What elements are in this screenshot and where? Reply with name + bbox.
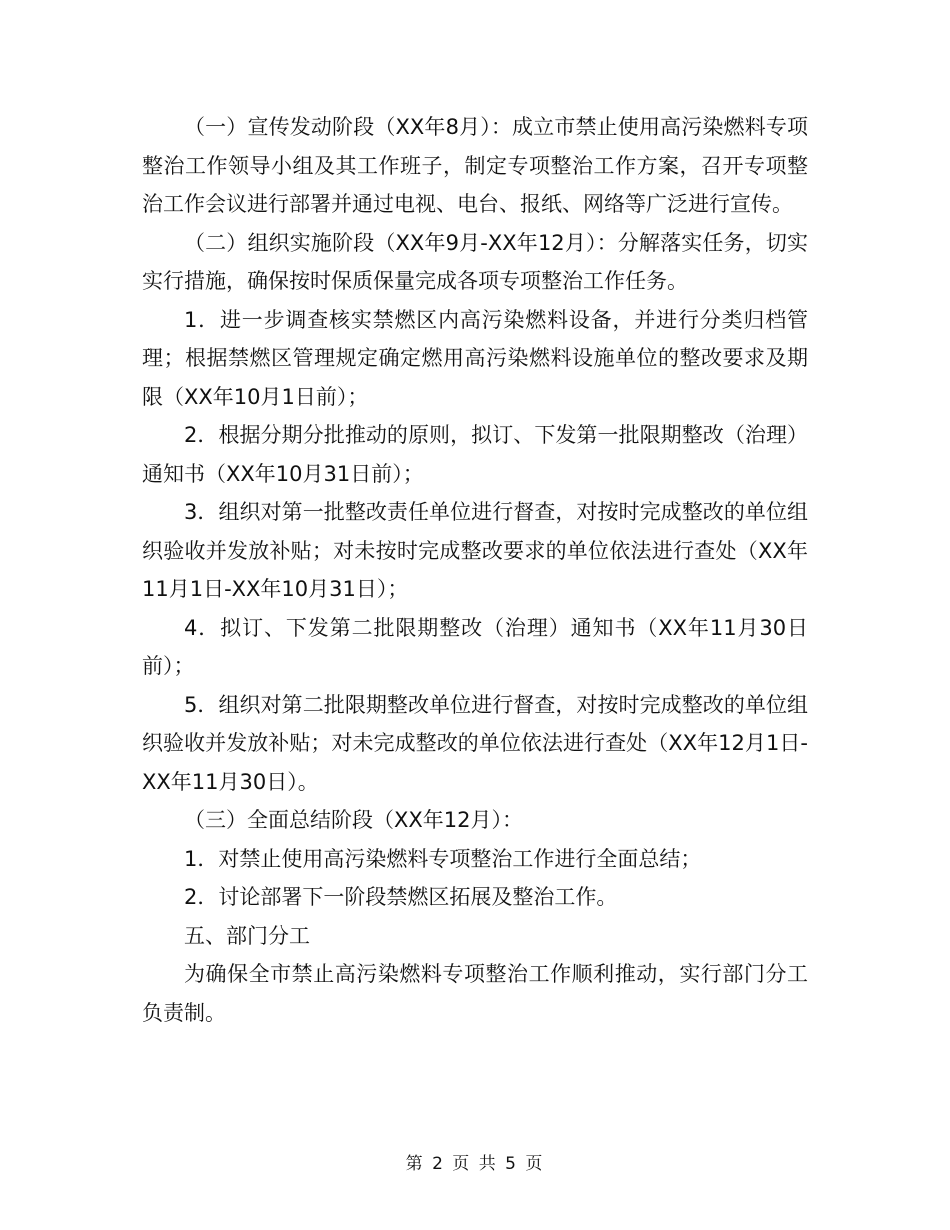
paragraph-item-5: 5．组织对第二批限期整改单位进行督查，对按时完成整改的单位组织验收并发放补贴；对未完成整改的单位依法进行查处（XX年12月1日-XX年11月30日）。 <box>142 692 808 794</box>
paragraph-summary-item-2: 2．讨论部署下一阶段禁燃区拓展及整治工作。 <box>184 885 618 909</box>
page-number-footer: 第 2 页 共 5 页 <box>405 1154 545 1174</box>
document-body <box>142 108 808 1032</box>
paragraph-item-4: 4．拟订、下发第二批限期整改（治理）通知书（XX年11月30日前）； <box>142 615 808 678</box>
paragraph-implementation-stage: （二）组织实施阶段（XX年9月-XX年12月）：分解落实任务，切实实行措施，确保按时保质保量完成各项专项整治工作任务。 <box>142 230 808 293</box>
paragraph-summary-item-1: 1．对禁止使用高污染燃料专项整治工作进行全面总结； <box>184 846 702 871</box>
paragraph-division-of-work: 为确保全市禁止高污染燃料专项整治工作顺利推动，实行部门分工负责制。 <box>142 962 808 1025</box>
paragraph-item-2: 2．根据分期分批推动的原则，拟订、下发第一批限期整改（治理）通知书（XX年10月31日前）； <box>142 423 808 486</box>
paragraph-summary-stage: （三）全面总结阶段（XX年12月）： <box>184 808 523 832</box>
section-heading-division-of-work: 五、部门分工 <box>184 923 310 948</box>
paragraph-publicity-stage: （一）宣传发动阶段（XX年8月）：成立市禁止使用高污染燃料专项整治工作领导小组及其工作班子，制定专项整治工作方案，召开专项整治工作会议进行部署并通过电视、电台、报纸、网络等广泛进行宣传。 <box>142 115 808 216</box>
paragraph-item-3: 3．组织对第一批整改责任单位进行督查，对按时完成整改的单位组织验收并发放补贴；对未按时完成整改要求的单位依法进行查处（XX年11月1日-XX年10月31日）； <box>142 500 808 601</box>
paragraph-item-1: 1．进一步调查核实禁燃区内高污染燃料设备，并进行分类归档管理；根据禁燃区管理规定确定燃用高污染燃料设施单位的整改要求及期限（XX年10月1日前）； <box>142 307 808 409</box>
